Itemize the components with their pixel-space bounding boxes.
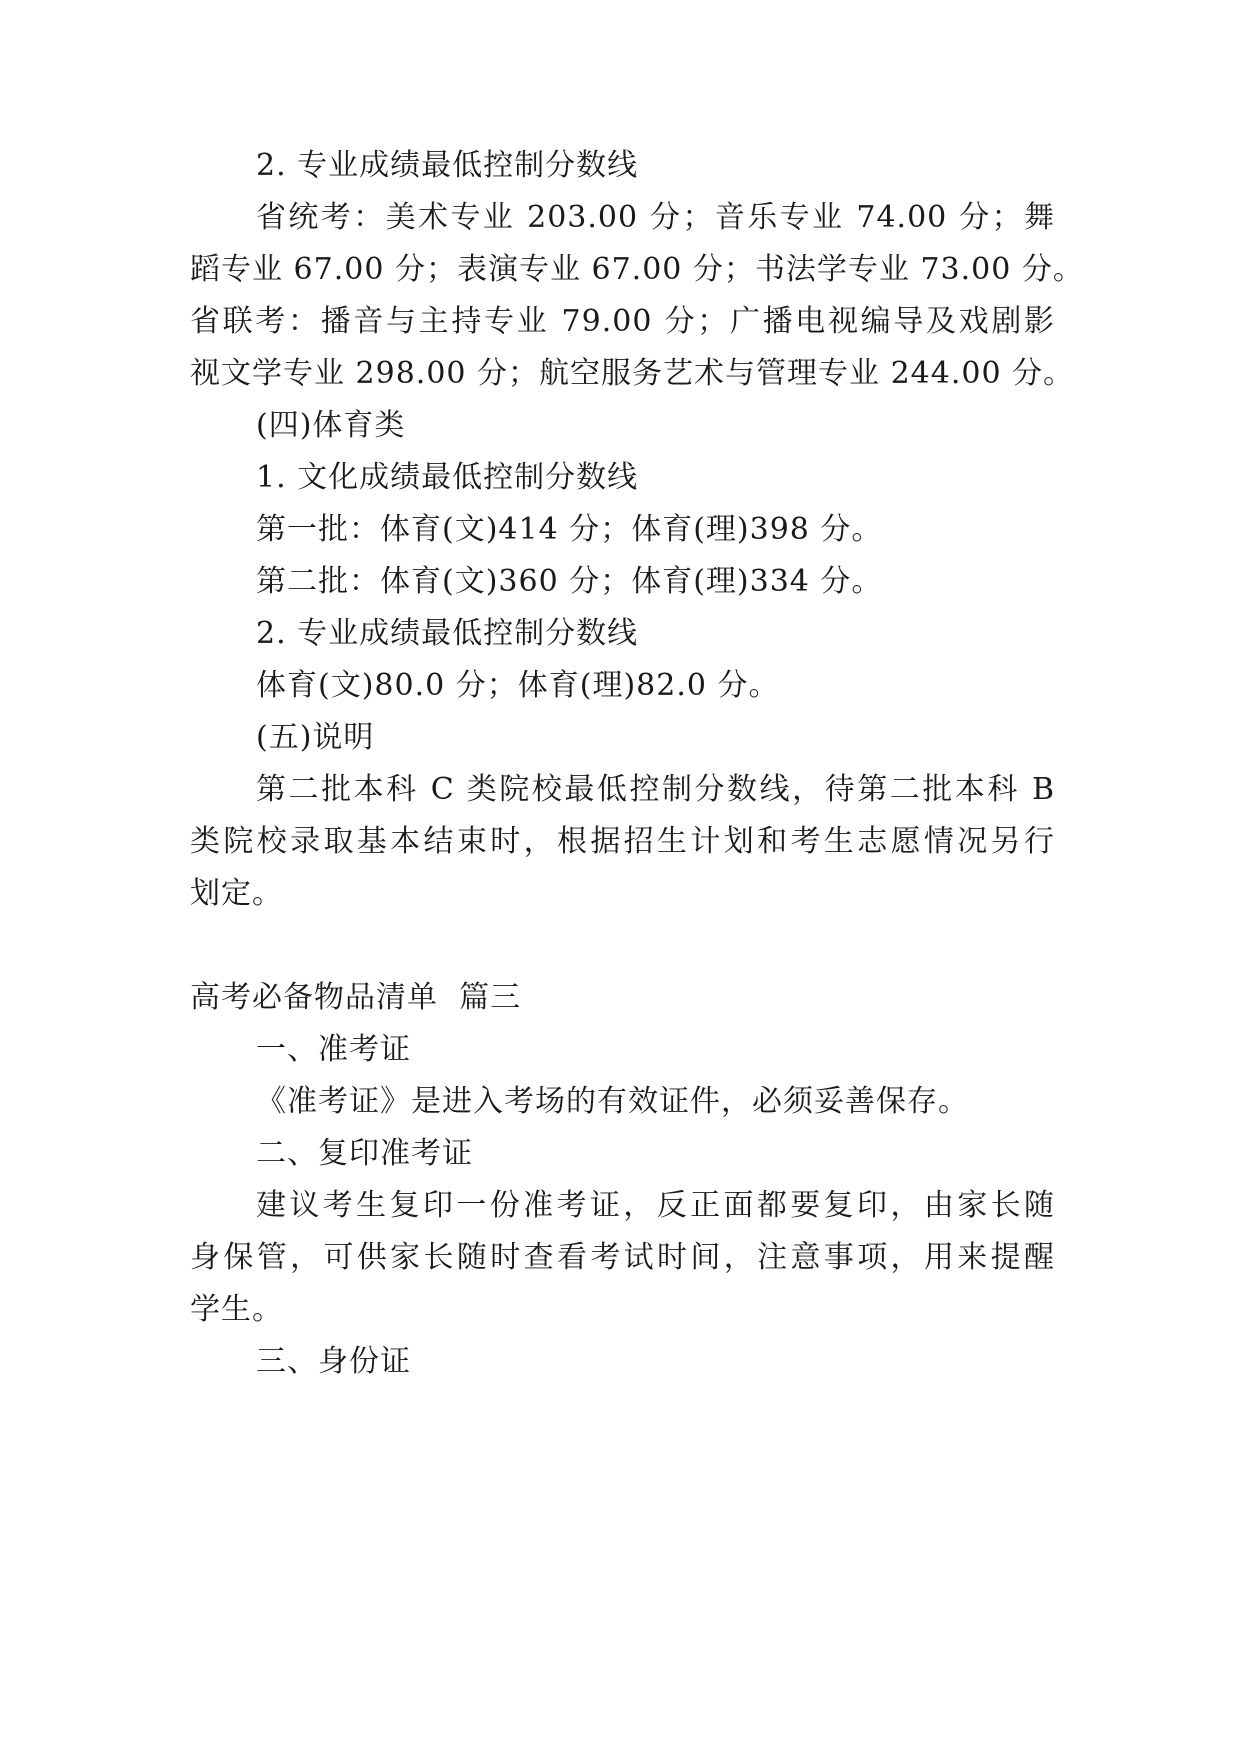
paragraph-line: 视文学专业 298.00 分；航空服务艺术与管理专业 244.00 分。 — [190, 356, 1075, 391]
sports-pro-scores: 体育(文)80.0 分；体育(理)82.0 分。 — [256, 668, 780, 703]
paragraph-line: 省统考：美术专业 203.00 分；音乐专业 74.00 分；舞 — [256, 200, 1055, 235]
paragraph-line: 建议考生复印一份准考证，反正面都要复印，由家长随 — [256, 1188, 1055, 1223]
item-heading-id-card: 三、身份证 — [256, 1344, 411, 1379]
section-heading-sports: (四)体育类 — [256, 408, 406, 443]
subheading-pro-score-line: 2. 专业成绩最低控制分数线 — [256, 616, 639, 651]
batch-1-scores: 第一批：体育(文)414 分；体育(理)398 分。 — [256, 512, 883, 547]
paragraph-line: 蹈专业 67.00 分；表演专业 67.00 分；书法学专业 73.00 分。 — [190, 252, 1084, 287]
subheading-culture-score-line: 1. 文化成绩最低控制分数线 — [256, 460, 639, 495]
section-heading-notes: (五)说明 — [256, 720, 375, 755]
paragraph-line: 第二批本科 C 类院校最低控制分数线，待第二批本科 B — [256, 772, 1055, 807]
batch-2-scores: 第二批：体育(文)360 分；体育(理)334 分。 — [256, 564, 883, 599]
item-heading-admission-ticket: 一、准考证 — [256, 1032, 411, 1067]
paragraph-line: 学生。 — [190, 1292, 283, 1327]
paragraph-line: 省联考：播音与主持专业 79.00 分；广播电视编导及戏剧影 — [190, 304, 1055, 339]
article-title: 高考必备物品清单 篇三 — [190, 980, 522, 1015]
item-heading-copy-ticket: 二、复印准考证 — [256, 1136, 473, 1171]
paragraph-line: 划定。 — [190, 876, 283, 911]
paragraph-line: 身保管，可供家长随时查看考试时间，注意事项，用来提醒 — [190, 1240, 1055, 1275]
subheading-pro-score-line: 2. 专业成绩最低控制分数线 — [256, 148, 639, 183]
item-text-admission-ticket: 《准考证》是进入考场的有效证件，必须妥善保存。 — [256, 1084, 969, 1119]
paragraph-line: 类院校录取基本结束时，根据招生计划和考生志愿情况另行 — [190, 824, 1055, 859]
